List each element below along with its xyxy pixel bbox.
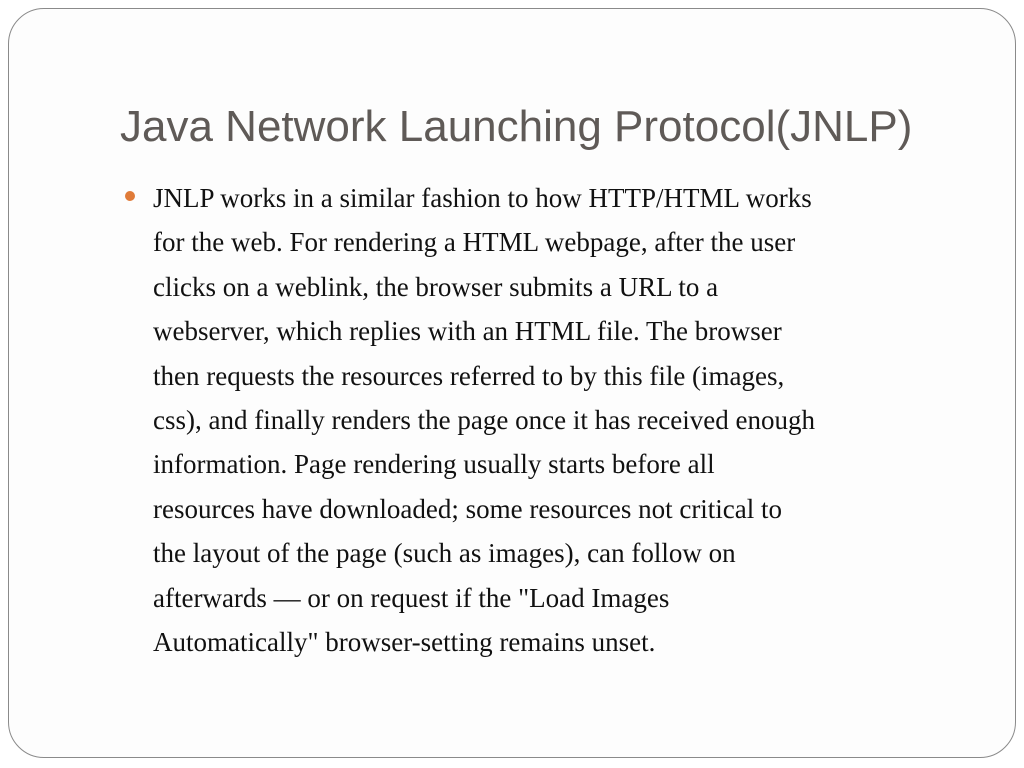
bullet-text-line: webserver, which replies with an HTML file. The browser <box>153 316 782 347</box>
bullet-text-line: information. Page rendering usually starts before all <box>153 449 715 480</box>
bullet-text-line: css), and finally renders the page once it has received enough <box>153 405 815 436</box>
bullet-text-line: for the web. For rendering a HTML webpage, after the user <box>153 227 796 258</box>
bullet-text <box>153 176 983 664</box>
bullet-icon <box>125 191 135 201</box>
bullet-text-line: clicks on a weblink, the browser submits a URL to a <box>153 271 719 302</box>
bullet-text-line: JNLP works in a similar fashion to how HTTP/HTML works <box>153 183 812 213</box>
bullet-text-line: afterwards — or on request if the "Load Images <box>153 582 670 613</box>
slide-frame <box>8 8 1016 758</box>
bullet-text-line: the layout of the page (such as images), can follow on <box>153 538 736 569</box>
slide-title: Java Network Launching Protocol(JNLP) <box>120 102 913 151</box>
bullet-text-line: resources have downloaded; some resources not critical to <box>153 493 783 524</box>
bullet-text-line: then requests the resources referred to by this file (images, <box>153 360 785 391</box>
bullet-text-line: Automatically" browser-setting remains unset. <box>153 627 656 658</box>
